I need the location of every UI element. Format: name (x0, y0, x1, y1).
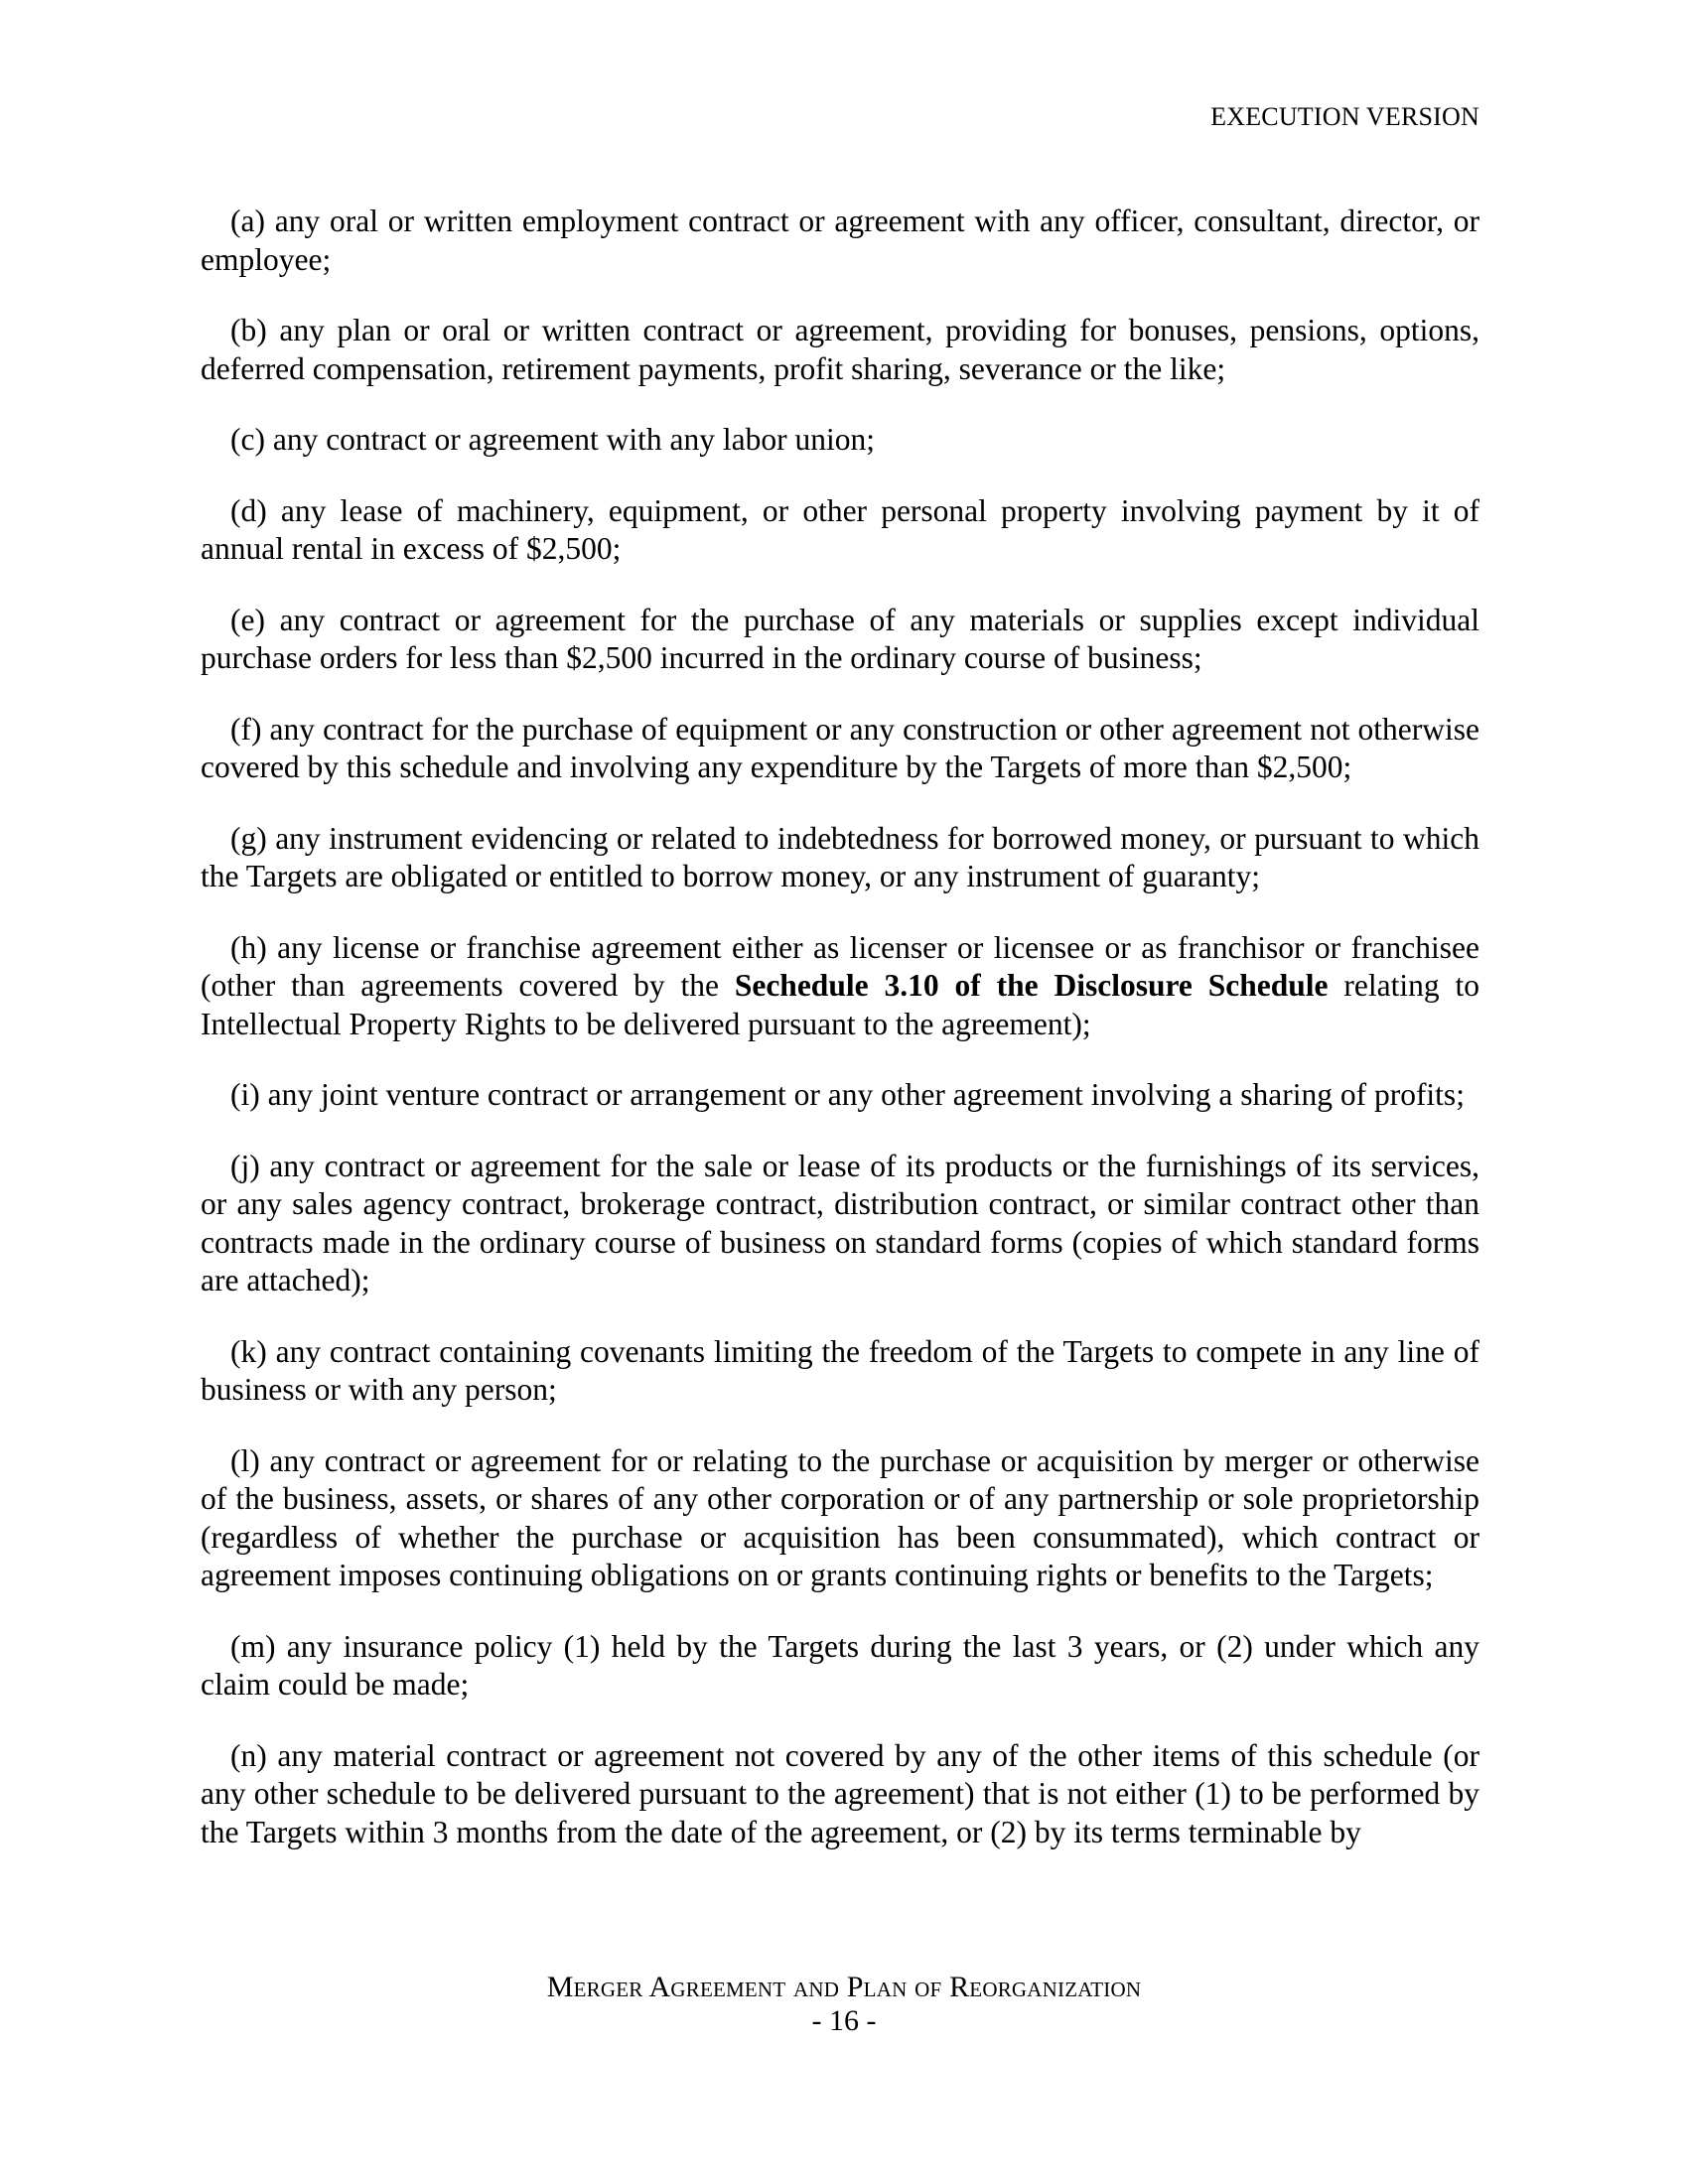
list-item: (k) any contract containing covenants limiting the freedom of the Targets to compete in any line of business or with any person; (201, 1333, 1479, 1407)
list-item: (d) any lease of machinery, equipment, or other personal property involving payment by it of annual rental in excess of $2,500; (201, 492, 1479, 566)
disclosure-schedule-reference: Sechedule 3.10 of the Disclosure Schedule (734, 968, 1329, 1003)
list-item-text: (h) any license or franchise agreement either as licenser or licensee or as franchisor or franchisee (other than agreements covered by the (201, 929, 1479, 1003)
list-item: (g) any instrument evidencing or related to indebtedness for borrowed money, or pursuant to which the Targets are obligated or entitled to borrow money, or any instrument of guaranty; (201, 820, 1479, 893)
footer-title: Merger Agreement and Plan of Reorganization (546, 1971, 1142, 2003)
list-item: (f) any contract for the purchase of equipment or any construction or other agreement not otherwise covered by this schedule and involving any expenditure by the Targets of more than $2,500; (201, 711, 1479, 784)
list-item: (n) any material contract or agreement not covered by any of the other items of this schedule (or any other schedule to be delivered pursuant to the agreement) that is not either (1) to be performed by the Targets within 3 months from the date of the agreement, or (2) by its terms terminable by (201, 1737, 1479, 1849)
list-item: (l) any contract or agreement for or relating to the purchase or acquisition by merger or otherwise of the business, assets, or shares of any other corporation or of any partnership or sole proprietorship (regardless of whether the purchase or acquisition has been consummated), which contract or agreement imposes continuing obligations on or grants continuing rights or benefits to the Targets; (201, 1442, 1479, 1592)
document-footer (0, 1972, 1688, 2039)
list-item-text: relating to Intellectual Property Rights to be delivered pursuant to the agreement); (201, 968, 1479, 1041)
list-item: (b) any plan or oral or written contract or agreement, providing for bonuses, pensions, options, deferred compensation, retirement payments, profit sharing, severance or the like; (201, 313, 1479, 386)
page-number: - 16 - (811, 2004, 877, 2037)
list-item: (a) any oral or written employment contract or agreement with any officer, consultant, director, or employee; (201, 204, 1479, 277)
list-item (201, 929, 1479, 1044)
list-item: (m) any insurance policy (1) held by the Targets during the last 3 years, or (2) under which any claim could be made; (201, 1628, 1479, 1702)
list-item: (j) any contract or agreement for the sale or lease of its products or the furnishings of its services, or any sales agency contract, brokerage contract, distribution contract, or similar contract other than contracts made in the ordinary course of business on standard forms (copies of which standard forms are attached); (201, 1148, 1479, 1297)
document-header: EXECUTION VERSION (1210, 102, 1479, 131)
list-item: (e) any contract or agreement for the purchase of any materials or supplies except individual purchase orders for less than $2,500 incurred in the ordinary course of business; (201, 602, 1479, 675)
schedule-list (201, 203, 1479, 1884)
list-item: (i) any joint venture contract or arrangement or any other agreement involving a sharing of profits; (230, 1077, 1465, 1112)
list-item: (c) any contract or agreement with any labor union; (230, 422, 875, 457)
